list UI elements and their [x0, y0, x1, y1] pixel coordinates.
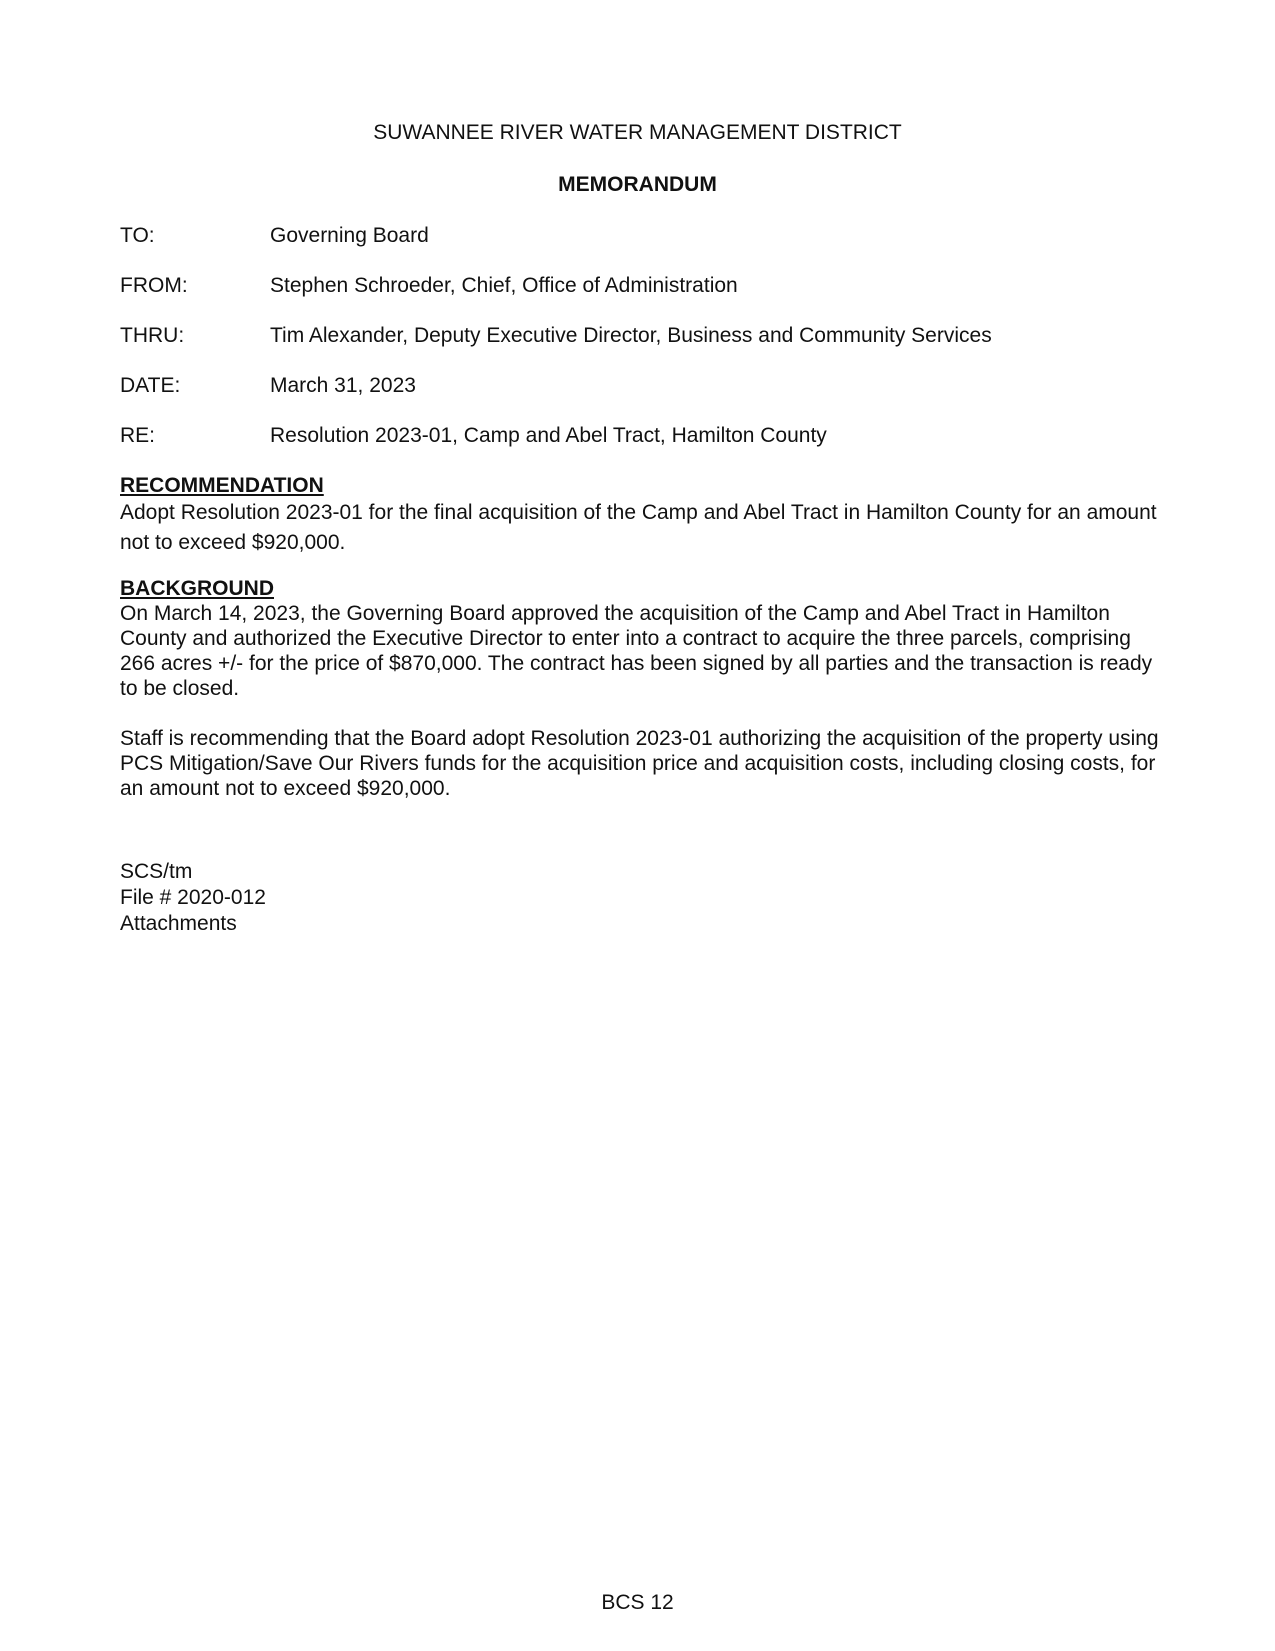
organization-name: SUWANNEE RIVER WATER MANAGEMENT DISTRICT [373, 121, 902, 144]
field-value: March 31, 2023 [270, 374, 416, 397]
document-type: MEMORANDUM [558, 173, 717, 196]
field-thru [120, 323, 1180, 349]
field-date [120, 373, 1180, 399]
recommendation-heading: RECOMMENDATION [120, 474, 324, 497]
field-label: RE: [120, 424, 156, 447]
file-number: File # 2020-012 [120, 886, 266, 909]
field-value: Governing Board [270, 224, 429, 247]
field-from [120, 273, 1180, 299]
field-value: Tim Alexander, Deputy Executive Director, Business and Community Services [270, 324, 992, 347]
page-number: BCS 12 [601, 1591, 674, 1614]
background-paragraph-1: On March 14, 2023, the Governing Board approved the acquisition of the Camp and Abel Tract in Hamilton County and authorized the Executive Director to enter into a contract to acquire the three parcels, comprising 266 acres +/- for the price of $870,000. The contract has been signed by all parties and the transaction is ready to be closed. [120, 602, 1153, 700]
field-label: DATE: [120, 374, 181, 397]
recommendation-text: Adopt Resolution 2023-01 for the final acquisition of the Camp and Abel Tract in Hamilton County for an amount not to exceed $920,000. [120, 501, 1157, 554]
memo-footer [120, 859, 720, 937]
field-value: Stephen Schroeder, Chief, Office of Administration [270, 274, 738, 297]
field-to [120, 223, 1180, 249]
field-label: FROM: [120, 274, 188, 297]
paragraph-spacer [120, 701, 1160, 726]
field-label: THRU: [120, 324, 185, 347]
background-heading: BACKGROUND [120, 577, 274, 600]
background-section [120, 576, 1160, 801]
field-re [120, 423, 1180, 449]
recommendation-section [120, 473, 1160, 558]
field-label: TO: [120, 224, 155, 247]
background-paragraph-2: Staff is recommending that the Board adopt Resolution 2023-01 authorizing the acquisition of the property using PCS Mitigation/Save Our Rivers funds for the acquisition price and acquisition costs, including closing costs, for an amount not to exceed $920,000. [120, 727, 1159, 800]
author-initials: SCS/tm [120, 860, 193, 883]
attachments-note: Attachments [120, 912, 237, 935]
field-value: Resolution 2023-01, Camp and Abel Tract, Hamilton County [270, 424, 827, 447]
